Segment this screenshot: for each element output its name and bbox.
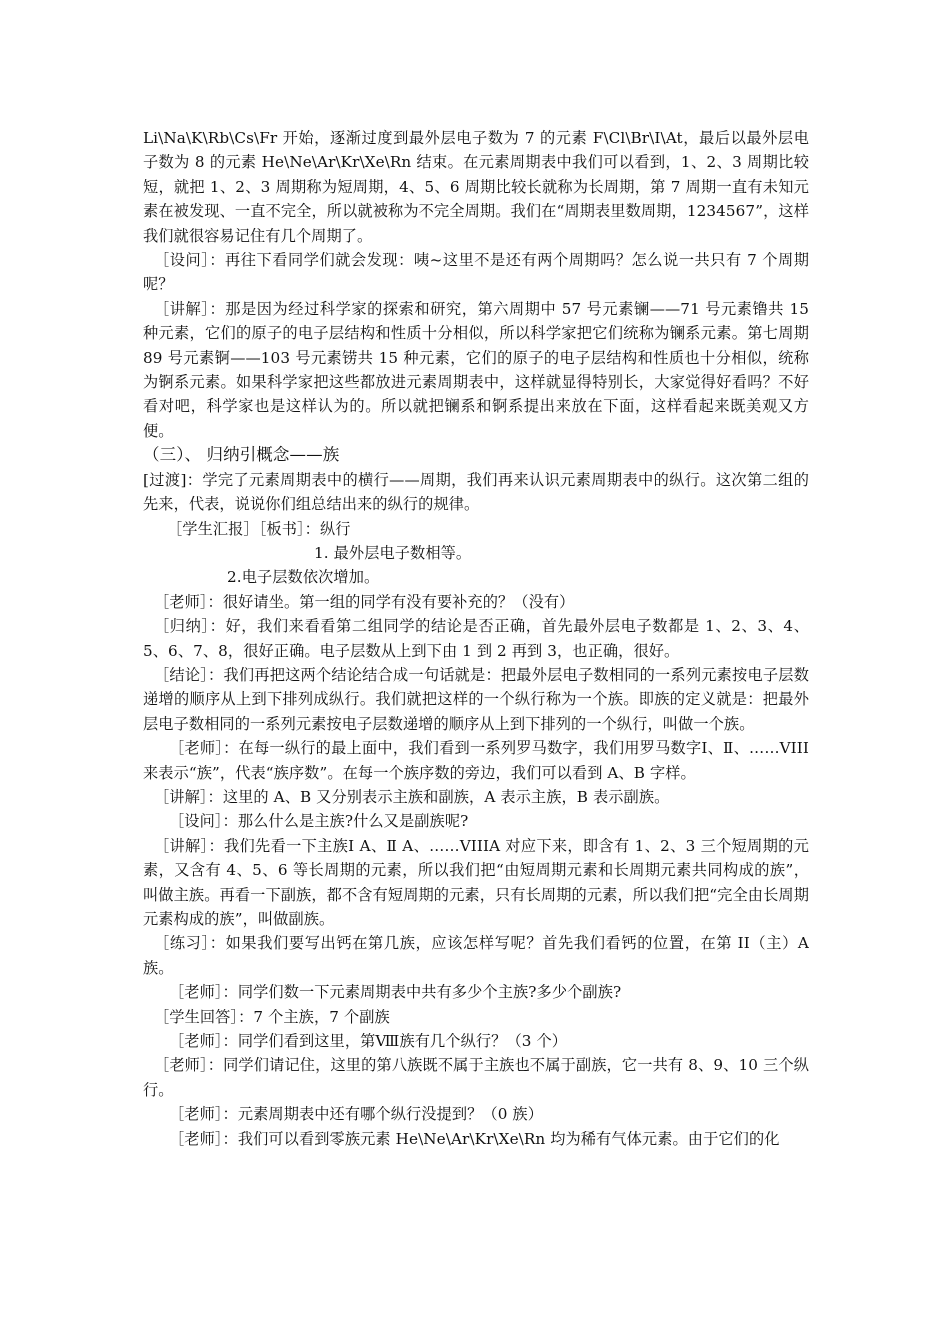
paragraph-periods-summary: Li\Na\K\Rb\Cs\Fr 开始，逐渐过度到最外层电子数为 7 的元素 F\Cl\Br\I\At，最后以最外层电子数为 8 的元素 He\Ne\Ar\Kr\Xe\Rn 结束。在元素周期表中我们可以看到，1、2、3 周期比较短，就把 1、2、3 周期称为短周期，4、5、6 周期比较长就称为长周期，第 7 周期一直有未知元素在被发现、一直不完全，所以就被称为不完全周期。我们在“周期表里数周期，1234567”，这样我们就很容易记住有几个周期了。 xyxy=(143,129,809,245)
board-item-1: 1. 最外层电子数相等。 xyxy=(314,543,472,562)
paragraph-summary: ［归纳］：好，我们来看看第二组同学的结论是否正确，首先最外层电子数都是 1、2、3、4、5、6、7、8，很好正确。电子层数从上到下由 1 到 2 再到 3，也正确，很好。 xyxy=(143,617,809,660)
board-item-2: 2.电子层数依次增加。 xyxy=(227,568,380,587)
paragraph-conclusion: ［结论］：我们再把这两个结论结合成一句话就是：把最外层电子数相同的一系列元素按电子层数递增的顺序从上到下排列成纵行。我们就把这样的一个纵行称为一个族。即族的定义就是：把最外层电子数相同的一系列元素按电子层数递增的顺序从上到下排列的一个纵行，叫做一个族。 xyxy=(143,665,809,733)
paragraph-zero-group-question: ［老师］：元素周期表中还有哪个纵行没提到？（0 族） xyxy=(169,1105,543,1124)
paragraph-a-b-meaning: ［讲解］：这里的 A、B 又分别表示主族和副族，A 表示主族，B 表示副族。 xyxy=(154,787,670,806)
paragraph-student-report: ［学生汇报］［板书］：纵行 xyxy=(167,519,351,538)
document-page xyxy=(143,126,809,1151)
section-heading-groups: （三）、 归纳引概念——族 xyxy=(143,445,340,465)
paragraph-transition: [过渡]：学完了元素周期表中的横行——周期，我们再来认识元素周期表中的纵行。这次第二组的先来，代表，说说你们组总结出来的纵行的规律。 xyxy=(143,470,809,514)
paragraph-question-main-sub: ［设问］：那么什么是主族?什么又是副族呢? xyxy=(169,812,469,831)
paragraph-lanthanides-actinides: ［讲解］：那是因为经过科学家的探索和研究，第六周期中 57 号元素镧——71 号元素镥共 15 种元素，它们的原子的电子层结构和性质十分相似，所以科学家把它们统称为镧系元素。第七周期 89 号元素锕——103 号元素铹共 15 种元素，它们的原子的电子层结构和性质也十分相似，统称为锕系元素。如果科学家把这些都放进元素周期表中，这样就显得特别长，大家觉得好看吗？不好看对吧，科学家也是这样认为的。所以就把镧系和锕系提出来放在下面，这样看起来既美观又方便。 xyxy=(143,299,809,440)
paragraph-roman-numerals: ［老师］：在每一纵行的最上面中，我们看到一系列罗马数字，我们用罗马数字Ⅰ、Ⅱ、……VIII 来表示“族”，代表“族序数”。在每一个族序数的旁边，我们可以看到 A、B 字样。 xyxy=(143,739,809,782)
paragraph-group-eight-columns: ［老师］：同学们请记住，这里的第八族既不属于主族也不属于副族，它一共有 8、9、10 三个纵行。 xyxy=(143,1056,809,1099)
paragraph-question-two-periods: ［设问］：再往下看同学们就会发现：咦~这里不是还有两个周期吗？怎么说一共只有 7 个周期呢？ xyxy=(143,251,809,294)
paragraph-count-groups: ［老师］：同学们数一下元素周期表中共有多少个主族?多少个副族? xyxy=(169,983,622,1002)
paragraph-exercise-calcium: ［练习］：如果我们要写出钙在第几族，应该怎样写呢？首先我们看钙的位置，在第 II（主）A 族。 xyxy=(143,934,809,977)
paragraph-group-eight: ［老师］：同学们看到这里，第Ⅷ族有几个纵行？（3 个） xyxy=(169,1032,568,1051)
paragraph-teacher-sit: ［老师］：很好请坐。第一组的同学有没有要补充的？（没有） xyxy=(154,592,575,611)
paragraph-explain-main-sub: ［讲解］：我们先看一下主族Ⅰ A、Ⅱ A、……VIIIA 对应下来，即含有 1、2、3 三个短周期的元素，又含有 4、5、6 等长周期的元素，所以我们把“由短周期元素和长周期元素共同构成的族”，叫做主族。再看一下副族，都不含有短周期的元素，只有长周期的元素，所以我们把“完全由长周期元素构成的族”，叫做副族。 xyxy=(143,836,809,928)
paragraph-student-answer: ［学生回答］：7 个主族，7 个副族 xyxy=(154,1007,390,1026)
paragraph-noble-gases: ［老师］：我们可以看到零族元素 He\Ne\Ar\Kr\Xe\Rn 均为稀有气体元素。由于它们的化 xyxy=(169,1129,780,1148)
